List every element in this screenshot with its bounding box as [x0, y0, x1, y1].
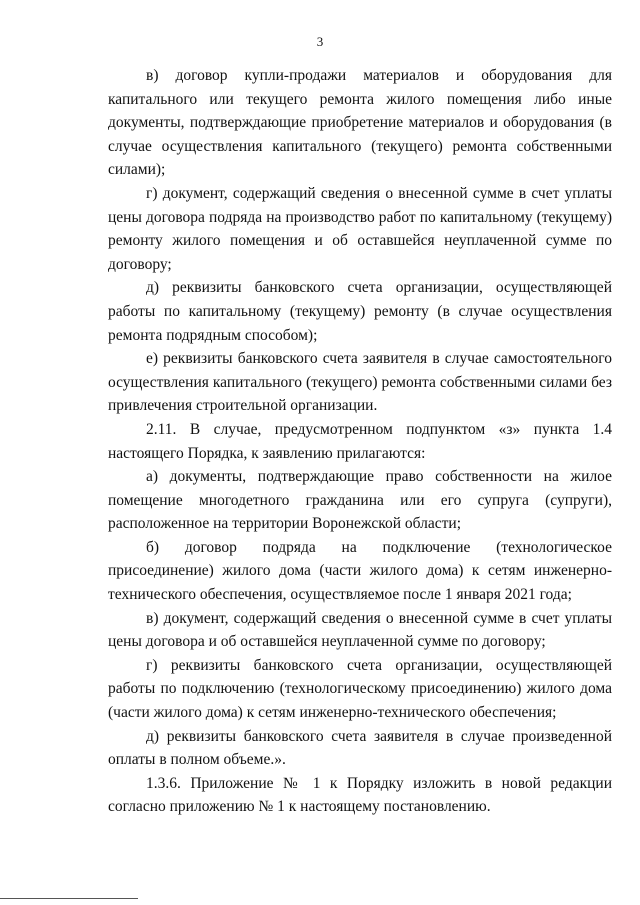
- paragraph-item-g-organization-bank-details: г) реквизиты банковского счета организации, осуществляющей работы по подключению (технологическому присоединению) жилого дома (части жилого дома) к сетям инженерно-технического обеспечения;: [108, 656, 612, 722]
- paragraph-item-a-ownership-documents: а) документы, подтверждающие право собственности на жилое помещение многодетного гражданина или его супруга (супруги), расположенное на территории Воронежской области;: [108, 468, 612, 533]
- paragraph-item-v-payment-document: в) документ, содержащий сведения о внесенной сумме в счет уплаты цены договора и об оставшейся неуплаченной сумме по договору;: [108, 609, 612, 651]
- paragraph-item-d-organization-bank-details: д) реквизиты банковского счета организации, осуществляющей работы по капитальному (текущему) ремонту (в случае осуществления ремонта подрядным способом);: [108, 279, 612, 344]
- paragraph-item-b-connection-contract: б) договор подряда на подключение (технологическое присоединение) жилого дома (части жилого дома) к сетям инженерно-технического обеспечения, осуществляемое после 1 января 2021 года;: [108, 538, 612, 604]
- paragraph-item-v-purchase-contract: в) договор купли-продажи материалов и оборудования для капитального или текущего ремонта жилого помещения либо иные документы, подтверждающие приобретение материалов и оборудования (в случае осуществления капитального (текущего) ремонта собственными силами);: [108, 67, 612, 179]
- paragraph-clause-2-11: 2.11. В случае, предусмотренном подпунктом «з» пункта 1.4 настоящего Порядка, к заявлению прилагаются:: [108, 420, 612, 462]
- paragraph-clause-1-3-6: 1.3.6. Приложение № 1 к Порядку изложить в новой редакции согласно приложению № 1 к настоящему постановлению.: [108, 774, 612, 816]
- page-number: 3: [316, 34, 324, 49]
- paragraph-item-d-applicant-bank-details: д) реквизиты банковского счета заявителя в случае произведенной оплаты в полном объеме.».: [108, 727, 612, 769]
- footnote-divider: [0, 898, 138, 899]
- document-body: [108, 64, 612, 819]
- paragraph-item-g-payment-document: г) документ, содержащий сведения о внесенной сумме в счет уплаты цены договора подряда на производство работ по капитальному (текущему) ремонту жилого помещения и об оставшейся неуплаченной сумме по договору;: [108, 184, 612, 273]
- paragraph-item-e-applicant-bank-details: е) реквизиты банковского счета заявителя в случае самостоятельного осуществления капитального (текущего) ремонта собственными силами без привлечения строительной организации.: [108, 350, 612, 415]
